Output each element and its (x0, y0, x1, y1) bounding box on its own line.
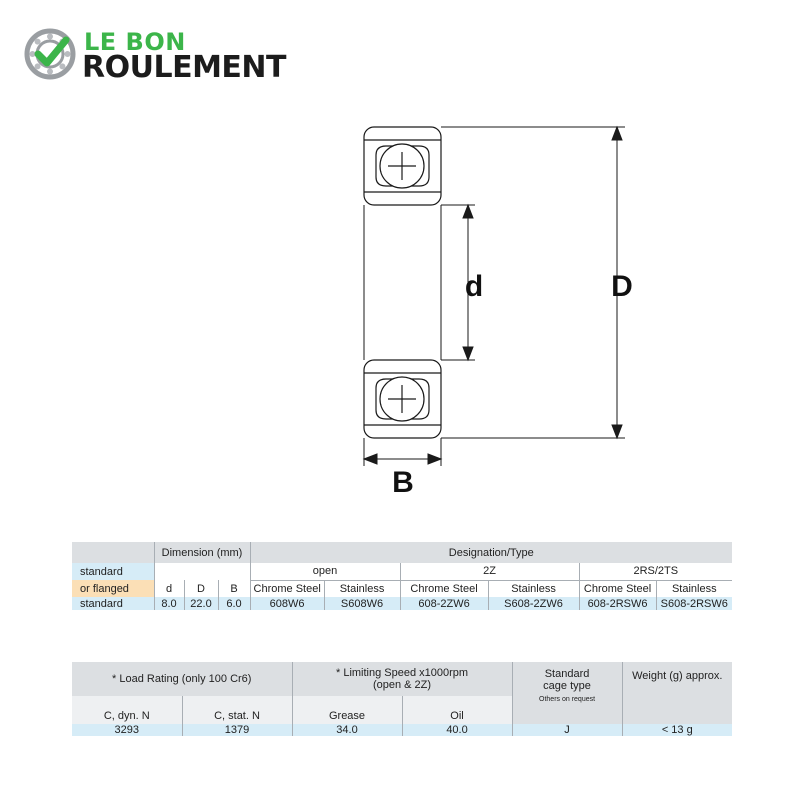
load-rating-table (72, 662, 732, 736)
value-cdyn: 3293 (72, 724, 182, 736)
material-header: Stainless (656, 580, 732, 597)
material-header: Stainless (488, 580, 579, 597)
bearing-check-logo-icon (24, 28, 76, 80)
designation-value: S608-2ZW6 (488, 597, 579, 610)
dim-label-outer-diameter: D (611, 270, 633, 303)
value-cstat: 1379 (182, 724, 292, 736)
col-header-grease: Grease (292, 696, 402, 724)
designation-value: 608W6 (250, 597, 324, 610)
designation-value: 608-2ZW6 (400, 597, 488, 610)
header-dimension: Dimension (mm) (154, 542, 250, 563)
dim-label-inner-diameter: d (464, 270, 484, 303)
header-cage-note: Others on request (539, 696, 596, 703)
material-header: Chrome Steel (400, 580, 488, 597)
type-label-standard: standard (72, 563, 154, 580)
col-header-oil: Oil (402, 696, 512, 724)
header-limiting-speed-line1: * Limiting Speed x1000rpm (335, 667, 469, 679)
material-header: Stainless (324, 580, 400, 597)
col-header-cdyn: C, dyn. N (72, 696, 182, 724)
header-cage-line2: cage type (543, 680, 591, 692)
group-open: open (250, 563, 400, 580)
logo-text-line1: LE BON (84, 28, 186, 56)
col-header-d: d (154, 580, 184, 597)
header-weight: Weight (g) approx. (622, 662, 732, 724)
col-header-cstat: C, stat. N (182, 696, 292, 724)
bearing-bottom-section (364, 360, 441, 438)
header-limiting-speed (292, 662, 512, 696)
logo-text-line2: ROULEMENT (82, 50, 286, 85)
col-header-B: B (218, 580, 250, 597)
brand-logo (24, 26, 304, 86)
dimensions-designation-table (72, 542, 732, 610)
material-header: Chrome Steel (250, 580, 324, 597)
header-cage-line1: Standard (544, 668, 590, 680)
header-limiting-speed-line2: (open & 2Z) (372, 679, 432, 691)
value-D: 22.0 (184, 597, 218, 610)
table-corner-cell (72, 542, 154, 563)
col-header-D: D (184, 580, 218, 597)
group-2rs: 2RS/2TS (579, 563, 732, 580)
header-designation: Designation/Type (250, 542, 732, 563)
value-cage-type: J (512, 724, 622, 736)
value-weight: < 13 g (622, 724, 732, 736)
value-d: 8.0 (154, 597, 184, 610)
type-label-row: standard (72, 597, 154, 610)
value-oil: 40.0 (402, 724, 512, 736)
dimension-spacer (154, 563, 250, 580)
type-label-flanged: or flanged (72, 580, 154, 597)
designation-value: S608-2RSW6 (656, 597, 732, 610)
dim-label-width: B (392, 466, 414, 499)
width-dimension (364, 438, 441, 466)
designation-value: S608W6 (324, 597, 400, 610)
bearing-cross-section-drawing (340, 110, 660, 510)
header-cage-type (512, 662, 622, 724)
value-B: 6.0 (218, 597, 250, 610)
header-load-rating: * Load Rating (only 100 Cr6) (72, 662, 292, 696)
value-grease: 34.0 (292, 724, 402, 736)
bearing-body-outline (364, 205, 441, 360)
group-2z: 2Z (400, 563, 579, 580)
bearing-top-section (364, 127, 441, 205)
material-header: Chrome Steel (579, 580, 656, 597)
designation-value: 608-2RSW6 (579, 597, 656, 610)
